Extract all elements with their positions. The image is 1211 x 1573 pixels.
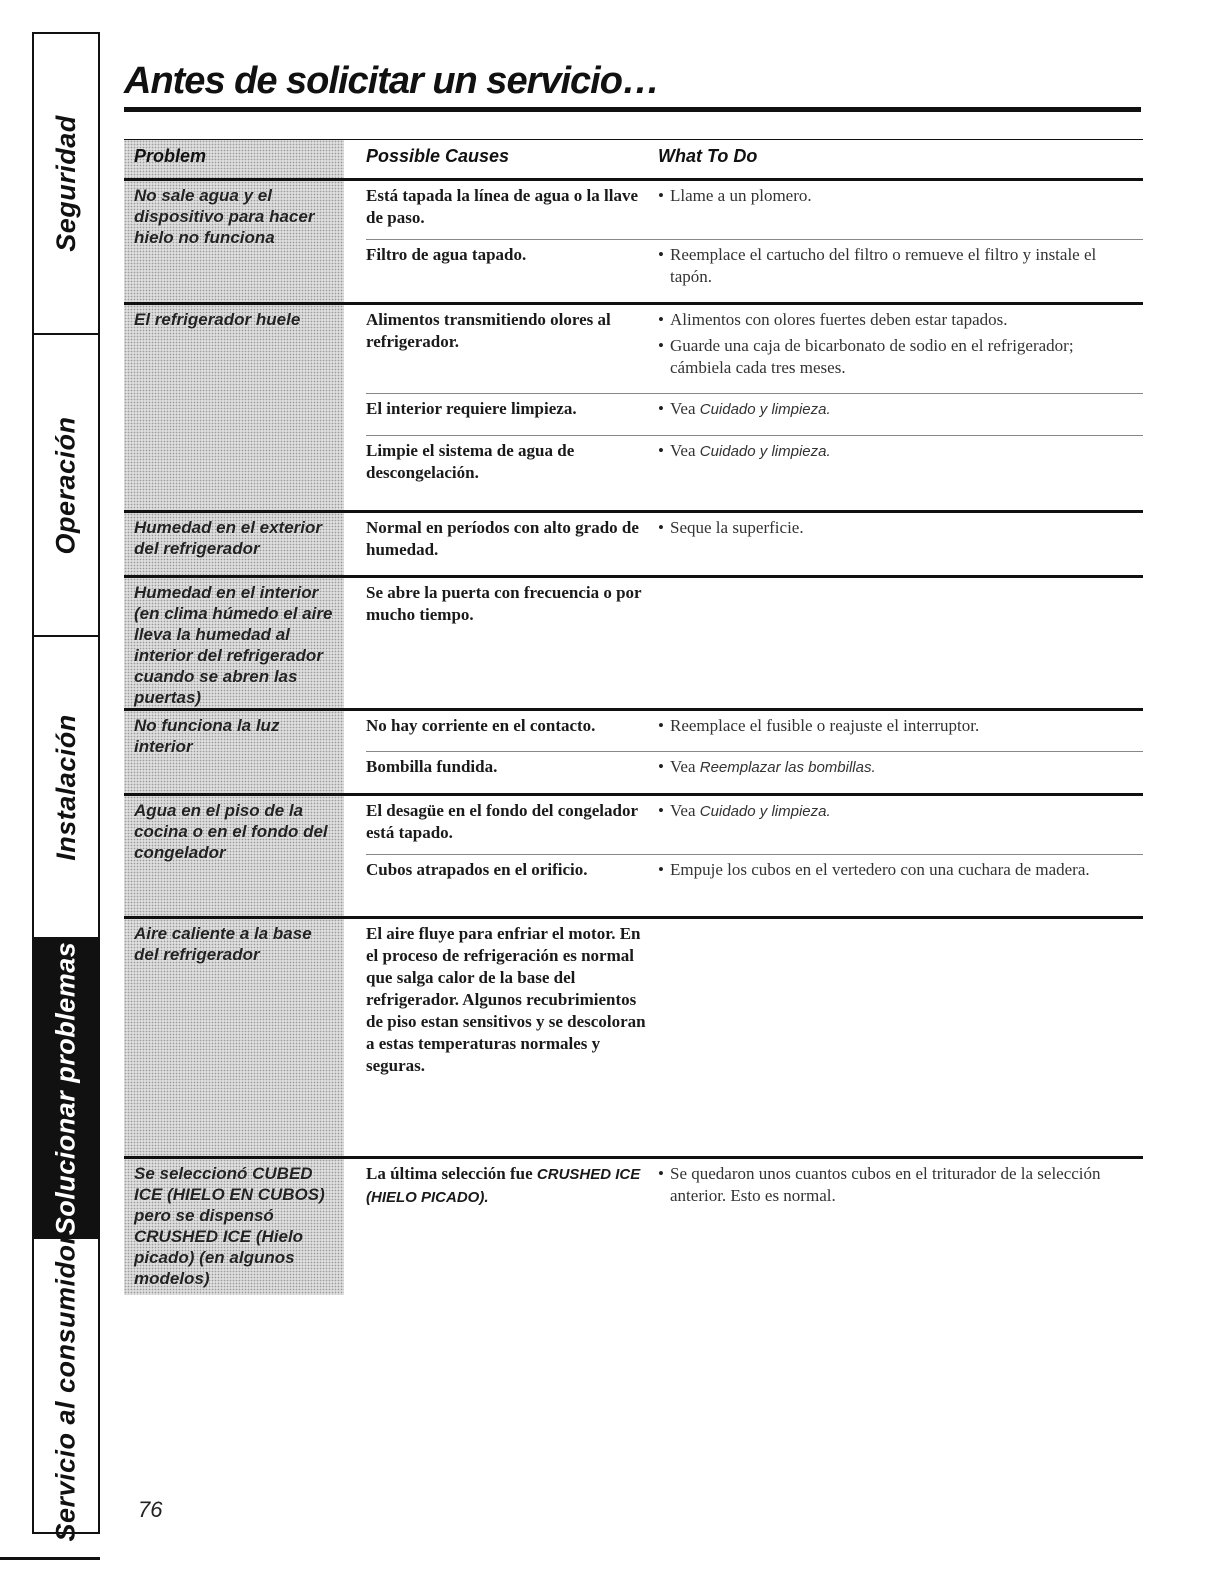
problem-cell: Humedad en el interior (en clima húmedo el aire lleva la humedad al interior del refrigerador cuando se abren las puertas) bbox=[124, 578, 344, 708]
tab-label: Seguridad bbox=[50, 115, 81, 252]
cause-text: La última selección fue bbox=[366, 1164, 537, 1183]
todo-cell bbox=[658, 244, 1143, 292]
cause-text: Alimentos transmitiendo olores al refrigerador. bbox=[366, 310, 611, 351]
todo-text: Seque la superficie. bbox=[670, 518, 804, 537]
todo-item bbox=[658, 800, 1119, 823]
cause-row bbox=[366, 919, 1143, 1087]
problem-group bbox=[124, 711, 1143, 796]
todo-cell bbox=[658, 440, 1143, 484]
cause-row bbox=[366, 854, 1143, 895]
cause-text: Bombilla fundida. bbox=[366, 757, 498, 776]
cause-row bbox=[366, 796, 1143, 854]
cause-cell bbox=[366, 440, 658, 484]
cause-row bbox=[366, 578, 1143, 636]
todo-cell bbox=[658, 923, 1143, 1077]
todo-item bbox=[658, 185, 1119, 207]
problem-cell: Humedad en el exterior del refrigerador bbox=[124, 513, 344, 575]
page-number: 76 bbox=[138, 1497, 163, 1522]
todo-text: Reemplace el cartucho del filtro o remueve el filtro y instale el tapón. bbox=[670, 245, 1097, 286]
cause-cell bbox=[366, 1163, 658, 1211]
problem-cell: No funciona la luz interior bbox=[124, 711, 344, 793]
cause-row bbox=[366, 239, 1143, 302]
cause-cell bbox=[366, 309, 658, 383]
table-header bbox=[124, 139, 1143, 181]
troubleshooting-table bbox=[124, 139, 1143, 1295]
todo-item bbox=[658, 335, 1119, 379]
todo-text: Llame a un plomero. bbox=[670, 186, 812, 205]
cause-text: Limpie el sistema de agua de descongelación. bbox=[366, 441, 575, 482]
column-header-causes: Possible Causes bbox=[366, 146, 510, 166]
todo-text: Vea bbox=[670, 441, 700, 460]
problem-group bbox=[124, 919, 1143, 1159]
todo-cell bbox=[658, 398, 1143, 425]
problem-group bbox=[124, 513, 1143, 578]
tab-label: Instalación bbox=[50, 713, 81, 861]
tab-label: Servicio al consumidor bbox=[50, 1233, 81, 1542]
todo-text: Vea bbox=[670, 801, 700, 820]
cause-row bbox=[366, 513, 1143, 571]
section-tab-bar bbox=[32, 32, 100, 1542]
todo-text: Guarde una caja de bicarbonato de sodio en el refrigerador; cámbiela cada tres meses. bbox=[670, 336, 1074, 377]
todo-cell bbox=[658, 1163, 1143, 1211]
todo-text: Vea bbox=[670, 399, 700, 418]
cause-reference: CRUSHED ICE (HIELO PICADO). bbox=[366, 1166, 641, 1206]
tab-operacion[interactable] bbox=[34, 335, 98, 637]
cross-reference-link[interactable]: Cuidado y limpieza. bbox=[699, 443, 831, 460]
cause-cell bbox=[366, 923, 658, 1077]
cause-text: Normal en períodos con alto grado de humedad. bbox=[366, 518, 639, 559]
cross-reference-link[interactable]: Cuidado y limpieza. bbox=[699, 401, 831, 418]
cause-cell bbox=[366, 715, 658, 741]
column-header-problem: Problem bbox=[124, 140, 344, 178]
tab-servicio-al-consumidor[interactable] bbox=[34, 1233, 98, 1542]
todo-text: Vea bbox=[670, 757, 700, 776]
cause-row bbox=[366, 435, 1143, 494]
todo-item bbox=[658, 309, 1119, 331]
cause-text: El desagüe en el fondo del congelador está tapado. bbox=[366, 801, 638, 842]
problem-cell: El refrigerador huele bbox=[124, 305, 344, 510]
todo-cell bbox=[658, 517, 1143, 561]
todo-item bbox=[658, 715, 1119, 737]
todo-item bbox=[658, 244, 1119, 288]
column-header-todo: What To Do bbox=[658, 146, 758, 166]
todo-item bbox=[658, 1163, 1119, 1207]
cause-text: Filtro de agua tapado. bbox=[366, 245, 527, 264]
todo-cell bbox=[658, 309, 1143, 383]
todo-text: Se quedaron unos cuantos cubos en el triturador de la selección anterior. Esto es normal. bbox=[670, 1164, 1101, 1205]
cause-cell bbox=[366, 517, 658, 561]
todo-text: Empuje los cubos en el vertedero con una cuchara de madera. bbox=[670, 860, 1090, 879]
todo-item bbox=[658, 440, 1119, 463]
problem-cell: Se seleccionó CUBED ICE (HIELO EN CUBOS) pero se dispensó CRUSHED ICE (Hielo picado) (en algunos modelos) bbox=[124, 1159, 344, 1295]
problem-group bbox=[124, 578, 1143, 711]
todo-item bbox=[658, 398, 1119, 421]
cross-reference-link[interactable]: Cuidado y limpieza. bbox=[699, 803, 831, 820]
footer-rule bbox=[0, 1557, 100, 1560]
cause-cell bbox=[366, 185, 658, 229]
problem-cell: Agua en el piso de la cocina o en el fondo del congelador bbox=[124, 796, 344, 916]
tab-solucionar-problemas[interactable] bbox=[34, 939, 98, 1239]
page-title: Antes de solicitar un servicio… bbox=[124, 60, 659, 102]
cause-row bbox=[366, 181, 1143, 239]
problem-group bbox=[124, 181, 1143, 305]
problem-cell: Aire caliente a la base del refrigerador bbox=[124, 919, 344, 1156]
cause-cell bbox=[366, 800, 658, 844]
table-body bbox=[124, 181, 1143, 1295]
cause-text: Cubos atrapados en el orificio. bbox=[366, 860, 588, 879]
cause-text: Está tapada la línea de agua o la llave de paso. bbox=[366, 186, 639, 227]
cause-cell bbox=[366, 859, 658, 885]
todo-cell bbox=[658, 859, 1143, 885]
cause-cell bbox=[366, 244, 658, 292]
cause-text: El interior requiere limpieza. bbox=[366, 399, 577, 418]
tab-label: Solucionar problemas bbox=[50, 941, 81, 1235]
todo-text: Alimentos con olores fuertes deben estar tapados. bbox=[670, 310, 1008, 329]
problem-group bbox=[124, 1159, 1143, 1295]
cause-row bbox=[366, 711, 1143, 751]
todo-item bbox=[658, 859, 1119, 881]
title-rule bbox=[124, 107, 1141, 112]
tab-label: Operación bbox=[50, 415, 81, 555]
problem-cell: No sale agua y el dispositivo para hacer hielo no funciona bbox=[124, 181, 344, 302]
cause-cell bbox=[366, 398, 658, 425]
cause-text: No hay corriente en el contacto. bbox=[366, 716, 596, 735]
cause-row bbox=[366, 305, 1143, 393]
cause-row bbox=[366, 751, 1143, 793]
todo-item bbox=[658, 756, 1119, 779]
todo-cell bbox=[658, 800, 1143, 844]
cause-text: Se abre la puerta con frecuencia o por mucho tiempo. bbox=[366, 583, 642, 624]
problem-group bbox=[124, 305, 1143, 513]
cause-cell bbox=[366, 756, 658, 783]
todo-text: Reemplace el fusible o reajuste el interruptor. bbox=[670, 716, 980, 735]
cross-reference-link[interactable]: Reemplazar las bombillas. bbox=[699, 759, 876, 776]
cause-row bbox=[366, 1159, 1143, 1221]
todo-cell bbox=[658, 715, 1143, 741]
tab-seguridad[interactable] bbox=[34, 34, 98, 335]
cause-cell bbox=[366, 582, 658, 626]
cause-text: El aire fluye para enfriar el motor. En el proceso de refrigeración es normal que salga calor de la base del refrigerador. Algunos recubrimientos de piso estan sensitivos y se descoloran a estas temperaturas normales y seguras. bbox=[366, 924, 646, 1075]
todo-item bbox=[658, 517, 1119, 539]
cause-row bbox=[366, 393, 1143, 435]
problem-group bbox=[124, 796, 1143, 919]
todo-cell bbox=[658, 185, 1143, 229]
todo-cell bbox=[658, 582, 1143, 626]
todo-cell bbox=[658, 756, 1143, 783]
tab-instalacion[interactable] bbox=[34, 637, 98, 939]
